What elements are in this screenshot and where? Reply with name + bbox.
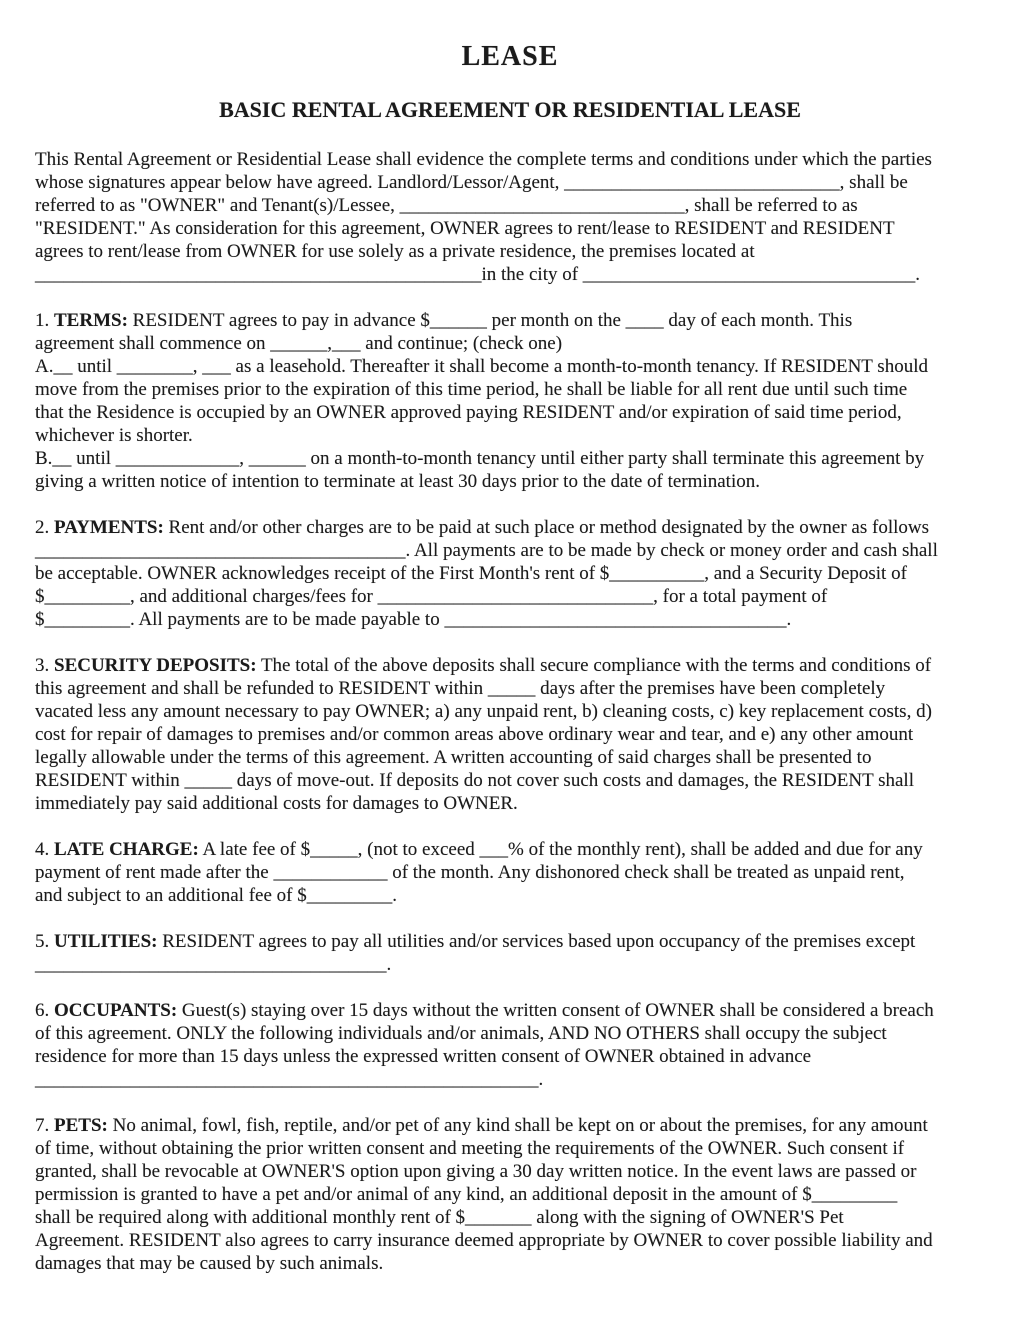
sections-container: [35, 309, 985, 1275]
section-text-line: permission is granted to have a pet and/or animal of any kind, an additional deposit in the amount of $_________: [35, 1184, 898, 1205]
section-text-line: Agreement. RESIDENT also agrees to carry insurance deemed appropriate by OWNER to cover possible liability and: [35, 1230, 933, 1251]
section-text-line: damages that may be caused by such animals.: [35, 1253, 384, 1274]
section-4-paragraph: [35, 838, 985, 907]
section-1-paragraph: [35, 309, 985, 493]
section-text-line: whichever is shorter.: [35, 425, 193, 446]
section-text-line: and subject to an additional fee of $_________.: [35, 885, 397, 906]
section-text-line: RESIDENT within _____ days of move-out. If deposits do not cover such costs and damages, the RESIDENT shall: [35, 770, 914, 791]
section-text-line: be acceptable. OWNER acknowledges receipt of the First Month's rent of $__________, and a Security Deposit of: [35, 563, 907, 584]
section-text-line: that the Residence is occupied by an OWNER approved paying RESIDENT and/or expiration of said time period,: [35, 402, 902, 423]
section-text: Guest(s) staying over 15 days without the written consent of OWNER shall be considered a breach: [177, 1000, 934, 1021]
intro-text-line: This Rental Agreement or Residential Lease shall evidence the complete terms and conditions under which the parties: [35, 149, 932, 170]
section-text-line: giving a written notice of intention to terminate at least 30 days prior to the date of termination.: [35, 471, 760, 492]
section-heading: PETS:: [54, 1115, 108, 1136]
section-text-line: this agreement and shall be refunded to RESIDENT within _____ days after the premises have been completely: [35, 678, 886, 699]
section-text: RESIDENT agrees to pay in advance $______ per month on the ____ day of each month. This: [127, 310, 853, 331]
section-text-line: granted, shall be revocable at OWNER'S option upon giving a 30 day written notice. In the event laws are passed or: [35, 1161, 917, 1182]
intro-text-line: agrees to rent/lease from OWNER for use solely as a private residence, the premises located at: [35, 241, 755, 262]
section-text: A late fee of $_____, (not to exceed ___% of the monthly rent), shall be added and due for any: [198, 839, 923, 860]
section-6-paragraph: [35, 999, 985, 1091]
section-text: No animal, fowl, fish, reptile, and/or pet of any kind shall be kept on or about the premises, for any amount: [107, 1115, 928, 1136]
section-text-line: move from the premises prior to the expiration of this time period, he shall be liable for all rent due until such time: [35, 379, 908, 400]
section-heading: SECURITY DEPOSITS:: [54, 655, 257, 676]
section-text-line: agreement shall commence on ______,___ and continue; (check one): [35, 333, 563, 354]
section-text-line: shall be required along with additional monthly rent of $_______ along with the signing of OWNER'S Pet: [35, 1207, 844, 1228]
section-5-paragraph: [35, 930, 985, 976]
section-number: 3.: [35, 655, 54, 676]
section-1-heading-line: [35, 309, 985, 332]
section-text-line: $_________. All payments are to be made payable to ____________________________________.: [35, 609, 792, 630]
section-text: RESIDENT agrees to pay all utilities and/or services based upon occupancy of the premises except: [157, 931, 916, 952]
section-text-line: immediately pay said additional costs for damages to OWNER.: [35, 793, 518, 814]
section-3-paragraph: [35, 654, 985, 815]
intro-text-line: whose signatures appear below have agreed. Landlord/Lessor/Agent, _____________________________, shall be: [35, 172, 908, 193]
intro-text-line: referred to as "OWNER" and Tenant(s)/Lessee, ______________________________, shall be referred to as: [35, 195, 858, 216]
section-heading: OCCUPANTS:: [54, 1000, 178, 1021]
section-5-heading-line: [35, 930, 985, 953]
section-heading: TERMS:: [54, 310, 128, 331]
section-text-line: of time, without obtaining the prior written consent and meeting the requirements of the OWNER. Such consent if: [35, 1138, 905, 1159]
section-number: 2.: [35, 517, 54, 538]
document-body: [35, 148, 985, 1275]
section-number: 1.: [35, 310, 54, 331]
document-subtitle: BASIC RENTAL AGREEMENT OR RESIDENTIAL LEASE: [219, 97, 801, 122]
section-heading: LATE CHARGE:: [54, 839, 199, 860]
intro-text-line: _______________________________________________in the city of ___________________________________.: [35, 264, 921, 285]
document-title: LEASE: [461, 41, 559, 72]
section-2-heading-line: [35, 516, 985, 539]
section-text-line: B.__ until _____________, ______ on a month-to-month tenancy until either party shall terminate this agreement by: [35, 448, 925, 469]
section-number: 7.: [35, 1115, 54, 1136]
section-text-line: $_________, and additional charges/fees for _____________________________, for a total payment of: [35, 586, 828, 607]
section-text-line: cost for repair of damages to premises and/or common areas above ordinary wear and tear, and e) any other amount: [35, 724, 914, 745]
section-text-line: _______________________________________. All payments are to be made by check or money order and cash shall: [35, 540, 938, 561]
section-number: 6.: [35, 1000, 54, 1021]
section-text-line: vacated less any amount necessary to pay OWNER; a) any unpaid rent, b) cleaning costs, c) key replacement costs, d): [35, 701, 932, 722]
section-text-line: of this agreement. ONLY the following individuals and/or animals, AND NO OTHERS shall occupy the subject: [35, 1023, 887, 1044]
section-text: The total of the above deposits shall secure compliance with the terms and conditions of: [256, 655, 932, 676]
section-text: Rent and/or other charges are to be paid at such place or method designated by the owner as follows: [163, 517, 930, 538]
section-heading: UTILITIES:: [54, 931, 158, 952]
section-text-line: legally allowable under the terms of this agreement. A written accounting of said charges shall be presented to: [35, 747, 872, 768]
section-3-heading-line: [35, 654, 985, 677]
section-4-heading-line: [35, 838, 985, 861]
section-heading: PAYMENTS:: [54, 517, 164, 538]
section-number: 5.: [35, 931, 54, 952]
intro-paragraph: [35, 148, 985, 286]
section-2-paragraph: [35, 516, 985, 631]
section-text-line: _____________________________________________________.: [35, 1069, 544, 1090]
section-text-line: _____________________________________.: [35, 954, 392, 975]
section-7-paragraph: [35, 1114, 985, 1275]
section-text-line: residence for more than 15 days unless the expressed written consent of OWNER obtained in advance: [35, 1046, 812, 1067]
section-7-heading-line: [35, 1114, 985, 1137]
section-text-line: A.__ until ________, ___ as a leasehold. Thereafter it shall become a month-to-month tenancy. If RESIDENT should: [35, 356, 928, 377]
section-number: 4.: [35, 839, 54, 860]
section-text-line: payment of rent made after the ____________ of the month. Any dishonored check shall be treated as unpaid rent,: [35, 862, 905, 883]
section-6-heading-line: [35, 999, 985, 1022]
intro-text-line: "RESIDENT." As consideration for this agreement, OWNER agrees to rent/lease to RESIDENT and RESIDENT: [35, 218, 895, 239]
